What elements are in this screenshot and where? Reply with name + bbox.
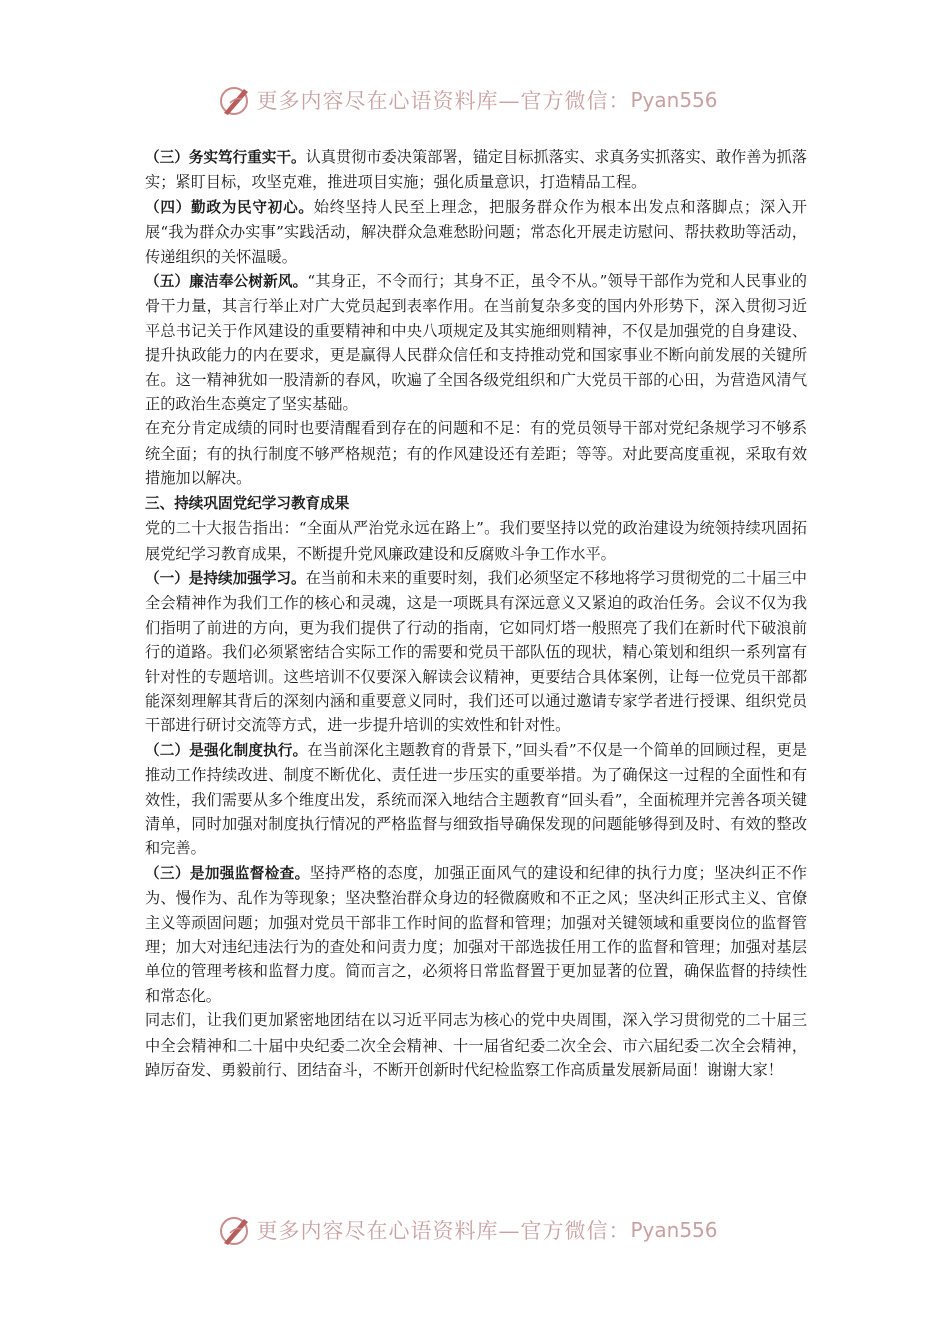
paragraph-text: 同志们，让我们更加紧密地团结在以习近平同志为核心的党中央周围，深入学习贯彻党的二十届三中全会精神和二十届中央纪委二次全会精神、十一届省纪委二次全会、市六届纪委二次全会精神，踔厉奋发、勇毅前行、团结奋斗，不断开创新时代纪检监察工作高质量发展新局面！谢谢大家！ [145,1011,807,1080]
pen-logo-icon [218,1213,252,1247]
paragraph [145,566,807,738]
paragraph-text: 在当前和未来的重要时刻，我们必须坚定不移地将学习贯彻党的二十届三中全会精神作为我们工作的核心和灵魂，这是一项既具有深远意义又紧迫的政治任务。会议不仅为我们指明了前进的方向，更为我们提供了行动的指南，它如同灯塔一般照亮了我们在新时代下破浪前行的道路。我们必须紧密结合实际工作的需要和党员干部队伍的现状，精心策划和组织一系列富有针对性的专题培训。这些培训不仅要深入解读会议精神，更要结合具体案例，让每一位党员干部都能深刻理解其背后的深刻内涵和重要意义同时，我们还可以通过邀请专家学者进行授课、组织党员干部进行研讨交流等方式，进一步提升培训的实效性和针对性。 [145,568,807,735]
watermark-text: 更多内容尽在心语资料库—官方微信： [256,1219,631,1243]
paragraph-heading: （二）是强化制度执行。 [145,741,308,759]
paragraph [145,1008,807,1082]
paragraph-text: 认真贯彻市委决策部署，锚定目标抓落实、求真务实抓落实、敢作善为抓落实；紧盯目标，攻坚克难，推进项目实施；强化质量意识，打造精品工程。 [145,148,807,192]
watermark-banner-top [0,80,950,120]
paragraph [145,195,807,269]
paragraph [145,145,807,195]
paragraph-heading: （三）是加强监督检查。 [145,864,310,882]
paragraph [145,738,807,861]
paragraph-heading: （四）勤政为民守初心。 [145,198,314,216]
paragraph [145,861,807,1008]
paragraph [145,269,807,416]
paragraph-heading: （三）务实笃行重实干。 [145,149,306,166]
paragraph [145,516,807,566]
paragraph-text: 在当前深化主题教育的背景下，”回头看”不仅是一个简单的回顾过程，更是推动工作持续改进、制度不断优化、责任进一步压实的重要举措。为了确保这一过程的全面性和有效性，我们需要从多个维度出发，系统而深入地结合主题教育“回头看”，全面梳理并完善各项关键清单，同时加强对制度执行情况的严格监督与细致指导确保发现的问题能够得到及时、有效的整改和完善。 [145,740,807,858]
paragraph-text: 在充分肯定成绩的同时也要清醒看到存在的问题和不足：有的党员领导干部对党纪条规学习不够系统全面；有的执行制度不够严格规范；有的作风建设还有差距；等等。对此要高度重视，采取有效措施加以解决。 [145,419,807,488]
watermark-wechat-id: Pyan556 [630,1218,718,1242]
paragraph-text: 党的二十大报告指出：“全面从严治党永远在路上”。我们要坚持以党的政治建设为统领持续巩固拓展党纪学习教育成果，不断提升党风廉政建设和反腐败斗争工作水平。 [145,519,807,563]
paragraph-text: 始终坚持人民至上理念，把服务群众作为根本出发点和落脚点；深入开展“我为群众办实事”实践活动，解决群众急难愁盼问题；常态化开展走访慰问、帮扶救助等活动，传递组织的关怀温暖。 [145,197,807,266]
paragraph-text: “其身正，不令而行；其身不正，虽令不从。”领导干部作为党和人民事业的骨干力量，其言行举止对广大党员起到表率作用。在当前复杂多变的国内外形势下，深入贯彻习近平总书记关于作风建设的重要精神和中央八项规定及其实施细则精神，不仅是加强党的自身建设、提升执政能力的内在要求，更是赢得人民群众信任和支持推动党和国家事业不断向前发展的关键所在。这一精神犹如一股清新的春风，吹遍了全国各级党组织和广大党员干部的心田，为营造风清气正的政治生态奠定了坚实基础。 [145,272,807,414]
document-body [145,145,807,1082]
section-title: 三、持续巩固党纪学习教育成果 [145,494,350,512]
pen-logo-icon [218,83,252,117]
paragraph-heading: （五）廉洁奉公树新风。 [145,273,308,291]
paragraph [145,416,807,490]
paragraph-heading: （一）是持续加强学习。 [145,569,306,587]
section-heading [145,491,807,516]
watermark-text: 更多内容尽在心语资料库—官方微信： [256,89,631,113]
watermark-wechat-id: Pyan556 [630,88,718,112]
watermark-banner-bottom [0,1210,950,1250]
paragraph-text: 坚持严格的态度，加强正面风气的建设和纪律的执行力度；坚决纠正不作为、慢作为、乱作为等现象；坚决整治群众身边的轻微腐败和不正之风；坚决纠正形式主义、官僚主义等顽固问题；加强对党员干部非工作时间的监督和管理；加强对关键领域和重要岗位的监督管理；加大对违纪违法行为的查处和问责力度；加强对干部选拔任用工作的监督和管理；加强对基层单位的管理考核和监督力度。简而言之，必须将日常监督置于更加显著的位置，确保监督的持续性和常态化。 [145,863,807,1005]
